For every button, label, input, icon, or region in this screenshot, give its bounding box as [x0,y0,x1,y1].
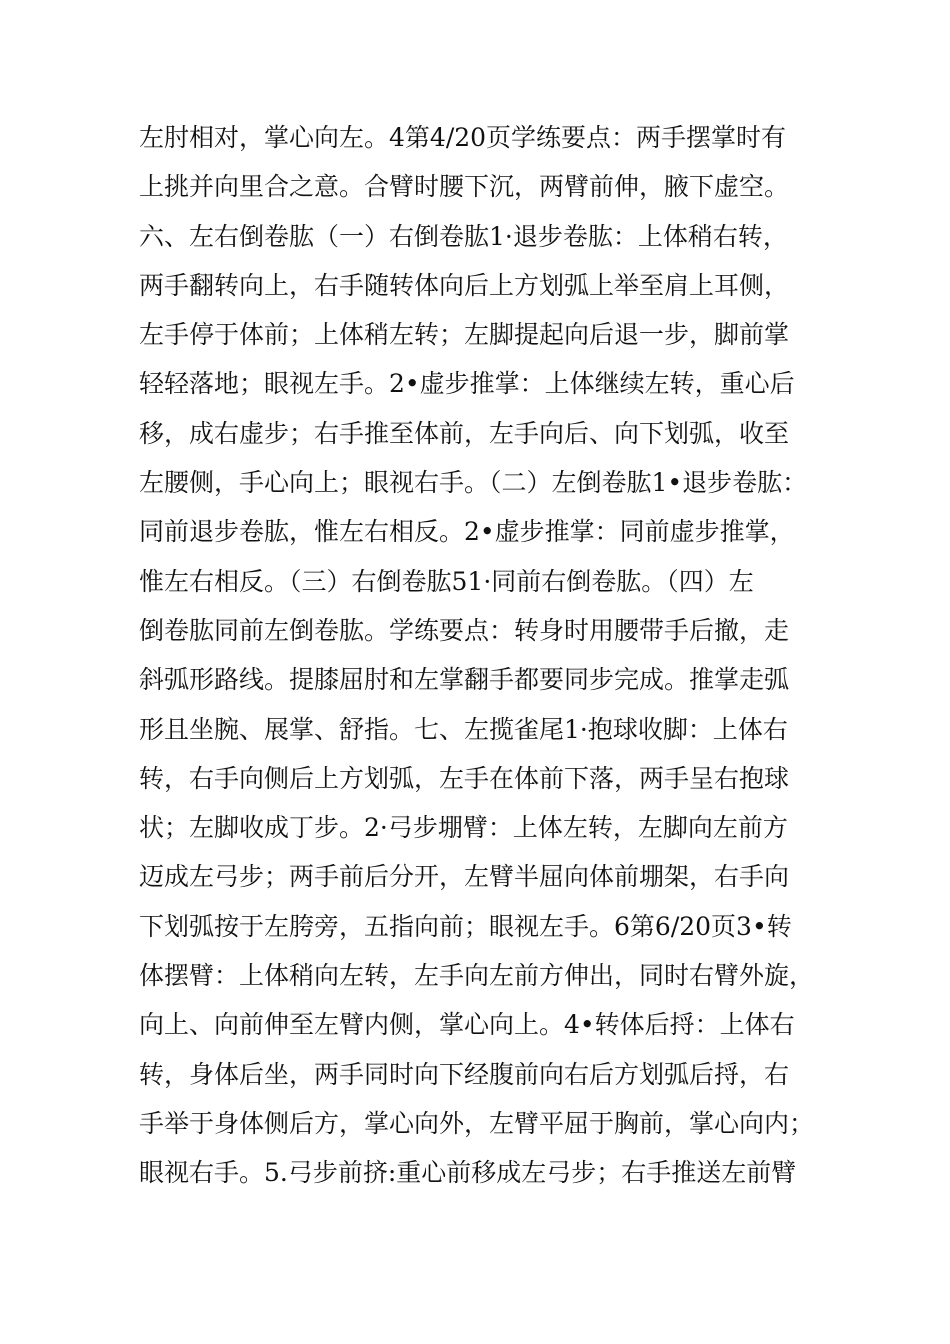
text-line-6: 轻轻落地；眼视左手。2•虚步推掌：上体继续左转，重心后 [139,369,795,399]
text-line-20: 转，身体后坐，两手同时向下经腹前向右后方划弧后捋，右 [139,1059,790,1089]
text-line-7: 移，成右虚步；右手推至体前，左手向后、向下划弧，收至 [139,418,790,448]
text-line-2: 上挑并向里合之意。合臂时腰下沉，两臂前伸，腋下虚空。 [139,172,790,202]
text-line-19: 向上、向前伸至左臂内侧，掌心向上。4•转体后捋：上体右 [139,1010,795,1040]
text-line-5: 左手停于体前；上体稍左转；左脚提起向后退一步，脚前掌 [139,320,790,350]
text-line-1: 左肘相对，掌心向左。4第4/20页学练要点：两手摆掌时有 [139,123,787,152]
text-line-15: 状；左脚收成丁步。2·弓步堋臂：上体左转，左脚向左前方 [139,813,788,843]
text-line-21: 手举于身体侧后方，掌心向外，左臂平屈于胸前，掌心向内； [139,1108,815,1138]
text-line-14: 转，右手向侧后上方划弧，左手在体前下落，两手呈右抱球 [139,763,790,793]
text-line-16: 迈成左弓步；两手前后分开，左臂半屈向体前堋架，右手向 [139,862,790,892]
body-text [139,113,839,1198]
text-line-17: 下划弧按于左胯旁，五指向前；眼视左手。6第6/20页3•转 [139,911,792,941]
text-line-11: 倒卷肱同前左倒卷肱。学练要点：转身时用腰带手后撤，走 [139,615,790,645]
text-line-10: 惟左右相反。（三）右倒卷肱51·同前右倒卷肱。（四）左 [139,566,754,596]
text-line-12: 斜弧形路线。提膝屈肘和左掌翻手都要同步完成。推掌走弧 [139,665,790,695]
text-line-9: 同前退步卷肱，惟左右相反。2•虚步推掌：同前虚步推掌， [139,517,795,547]
text-line-8: 左腰侧，手心向上；眼视右手。（二）左倒卷肱1•退步卷肱： [139,468,808,498]
text-line-22: 眼视右手。5.弓步前挤:重心前移成左弓步；右手推送左前臂 [139,1158,797,1188]
text-line-4: 两手翻转向上，右手随转体向后上方划弧上举至肩上耳侧， [139,270,790,300]
text-line-3: 六、左右倒卷肱（一）右倒卷肱1·退步卷肱：上体稍右转， [139,221,788,251]
text-line-18: 体摆臂：上体稍向左转，左手向左前方伸出，同时右臂外旋， [139,961,815,991]
text-line-13: 形且坐腕、展掌、舒指。七、左揽雀尾1·抱球收脚：上体右 [139,714,788,744]
